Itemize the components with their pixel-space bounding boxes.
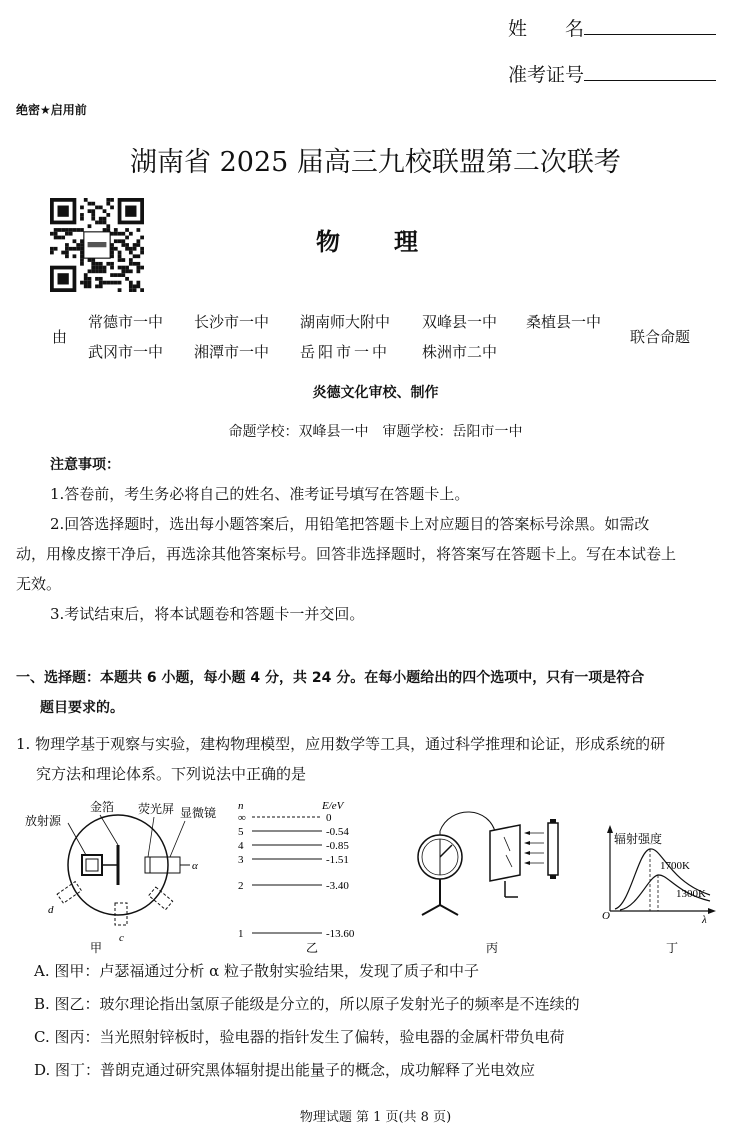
caption-yi: 乙 <box>306 941 319 955</box>
label-lambda: λ <box>702 914 707 926</box>
setter-line: 命题学校：双峰县一中 审题学校：岳阳市一中 <box>228 424 523 440</box>
schools-prefix: 由 <box>52 328 68 346</box>
energy-level-value: -13.60 <box>326 928 355 940</box>
label-1700k: 1700K <box>660 860 690 872</box>
exam-id-label: 准考证号 <box>508 64 585 86</box>
name-blank[interactable] <box>584 14 716 35</box>
subject-title: 物 理 <box>316 227 420 256</box>
note-2: 2.回答选择题时，选出每小题答案后，用铅笔把答题卡上对应题目的答案标号涂黑。如需改 <box>50 515 650 533</box>
option-a[interactable]: A. 图甲：卢瑟福通过分析 α 粒子散射实验结果，发现了质子和中子 <box>34 962 480 980</box>
confidential-mark: 绝密★启用前 <box>16 103 87 117</box>
label-1300k: 1300K <box>676 888 706 900</box>
energy-level-n: 2 <box>238 880 244 892</box>
figure-yi <box>238 800 355 955</box>
notes-heading: 注意事项： <box>50 457 120 473</box>
energy-level-value: -3.40 <box>326 880 349 892</box>
question-1-stem-cont: 究方法和理论体系。下列说法中正确的是 <box>36 765 307 783</box>
note-2-end: 无效。 <box>16 575 62 593</box>
exam-title: 湖南省 2025 届高三九校联盟第二次联考 <box>130 147 621 178</box>
producer-line: 炎德文化审校、制作 <box>312 385 439 401</box>
label-radiation-intensity: 辐射强度 <box>614 832 663 846</box>
figure-ding <box>602 825 716 955</box>
energy-level-value: -1.51 <box>326 854 349 866</box>
page-footer: 物理试题 第 1 页(共 8 页) <box>299 1110 452 1125</box>
note-3: 3.考试结束后，将本试题卷和答题卡一并交回。 <box>50 605 365 623</box>
section-heading-cont: 题目要求的。 <box>40 700 124 716</box>
name-label: 姓 名 <box>508 18 585 40</box>
note-2-cont: 动，用橡皮擦干净后，再选涂其他答案标号。回答非选择题时，将答案写在答题卡上。写在本试卷上 <box>16 545 677 563</box>
label-gold-foil: 金箔 <box>90 800 115 814</box>
energy-level-n: ∞ <box>238 812 246 824</box>
energy-level-n: 3 <box>238 854 244 866</box>
question-1-figures <box>20 795 740 955</box>
label-d: d <box>48 904 54 916</box>
question-1-stem: 1. 物理学基于观察与实验，建构物理模型，应用数学等工具，通过科学推理和论证，形成系统的研 <box>16 735 666 753</box>
energy-level-value: -0.85 <box>326 840 349 852</box>
option-b[interactable]: B. 图乙：玻尔理论指出氢原子能级是分立的，所以原子发射光子的频率是不连续的 <box>34 995 580 1013</box>
energy-level-n: 1 <box>238 928 244 940</box>
label-radioactive-source: 放射源 <box>25 814 62 828</box>
figure-bing <box>418 812 558 955</box>
note-1: 1.答卷前，考生务必将自己的姓名、准考证号填写在答题卡上。 <box>50 485 470 503</box>
caption-ding: 丁 <box>666 941 679 955</box>
energy-level-n: 4 <box>238 840 244 852</box>
section-heading: 一、选择题：本题共 6 小题，每小题 4 分，共 24 分。在每小题给出的四个选项中，只有一项是符合 <box>16 670 645 686</box>
energy-level-value: -0.54 <box>326 826 349 838</box>
schools-suffix: 联合命题 <box>630 328 691 346</box>
caption-jia: 甲 <box>90 941 103 955</box>
caption-bing: 丙 <box>486 941 499 955</box>
option-c[interactable]: C. 图丙：当光照射锌板时，验电器的指针发生了偏转，验电器的金属杆带负电荷 <box>34 1028 565 1046</box>
energy-level-value: 0 <box>326 812 332 824</box>
label-energy: E/eV <box>322 800 344 812</box>
qr-code <box>50 198 144 292</box>
label-microscope: 显微镜 <box>180 806 217 820</box>
option-d[interactable]: D. 图丁：普朗克通过研究黑体辐射提出能量子的概念，成功解释了光电效应 <box>34 1061 536 1079</box>
label-screen: 荧光屏 <box>138 802 175 816</box>
label-n: n <box>238 800 244 812</box>
name-field[interactable] <box>508 14 716 41</box>
label-alpha: α <box>192 860 198 872</box>
exam-id-blank[interactable] <box>584 60 716 81</box>
energy-level-n: 5 <box>238 826 244 838</box>
figure-jia <box>25 799 216 955</box>
label-c: c <box>119 932 124 944</box>
label-origin: O <box>602 910 610 922</box>
exam-id-field[interactable] <box>508 60 716 87</box>
